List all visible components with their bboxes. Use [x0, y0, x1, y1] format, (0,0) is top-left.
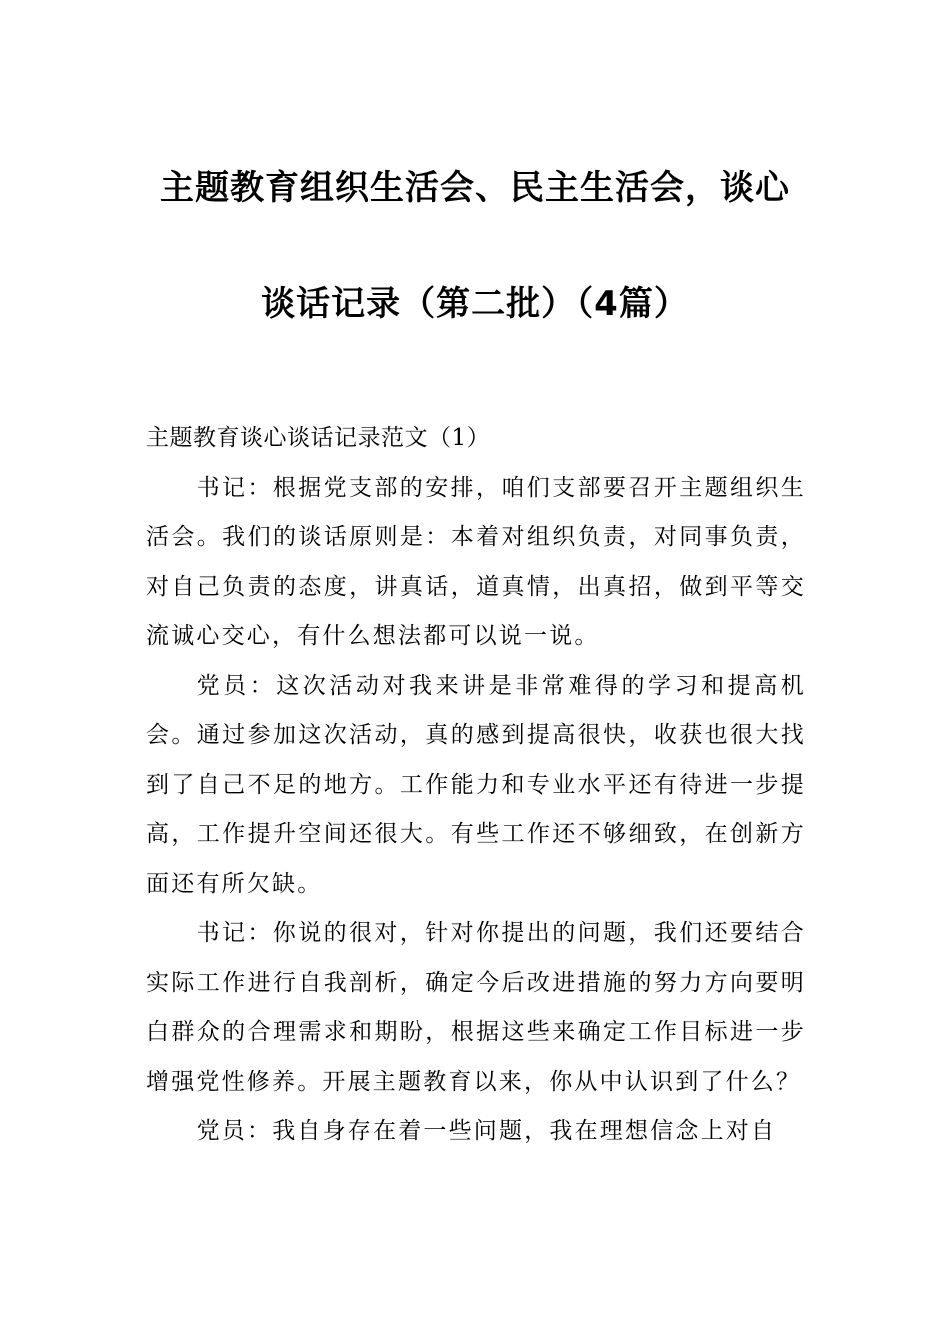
paragraph-secretary-1: 书记：根据党支部的安排，咱们支部要召开主题组织生活会。我们的谈话原则是：本着对组织负责，对同事负责，对自己负责的态度，讲真话，道真情，出真招，做到平等交流诚心交心，有什么想法都可以说一说。 — [146, 474, 806, 649]
paragraph-secretary-2: 书记：你说的很对，针对你提出的问题，我们还要结合实际工作进行自我剖析，确定今后改进措施的努力方向要明白群众的合理需求和期盼，根据这些来确定工作目标进一步增强党性修养。开展主题教育以来，你从中认识到了什么？ — [146, 920, 806, 1095]
document-body — [146, 414, 806, 1157]
paragraph-member-1: 党员：这次活动对我来讲是非常难得的学习和提高机会。通过参加这次活动，真的感到提高很快，收获也很大找到了自己不足的地方。工作能力和专业水平还有待进一步提高，工作提升空间还很大。有些工作还不够细致，在创新方面还有所欠缺。 — [146, 672, 806, 897]
document-title-line-2: 谈话记录（第二批）（4篇） — [261, 284, 689, 324]
paragraph-member-2: 党员：我自身存在着一些问题，我在理想信念上对自 — [196, 1118, 777, 1144]
section-heading: 主题教育谈心谈话记录范文（1） — [146, 425, 491, 451]
document-title-line-1: 主题教育组织生活会、民主生活会，谈心 — [160, 168, 790, 208]
